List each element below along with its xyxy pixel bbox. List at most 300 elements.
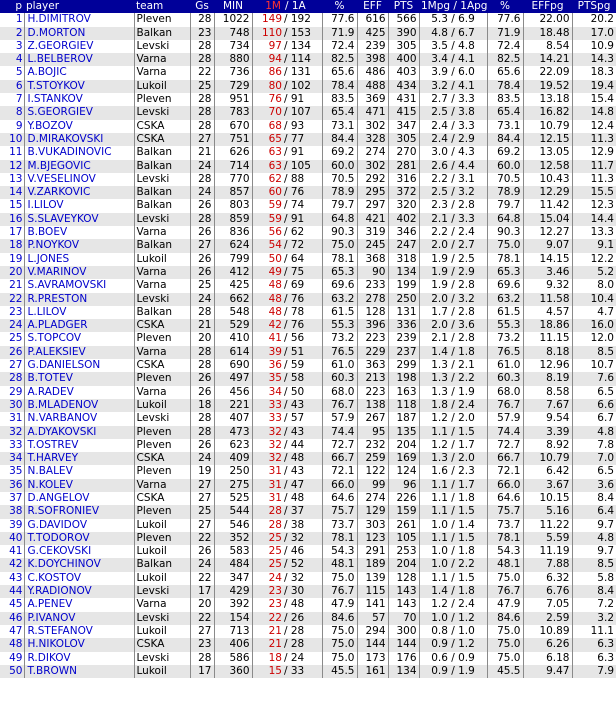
player-link[interactable]: B.BOEV — [24, 226, 134, 239]
table-row — [0, 386, 616, 399]
attempted-cell: / 48 — [283, 598, 322, 611]
mpg-apg-cell — [419, 492, 487, 505]
pts-cell: 270 — [388, 146, 419, 159]
eff-cell: 302 — [357, 120, 388, 133]
pct2-cell: 57.9 — [487, 412, 523, 425]
rank-cell: 45 — [0, 598, 24, 611]
ptspg-cell: 3.6 — [572, 479, 616, 492]
slash-separator: / — [447, 598, 459, 611]
min-cell: 713 — [214, 625, 252, 638]
rank-cell: 12 — [0, 160, 24, 173]
eff-cell: 396 — [357, 319, 388, 332]
player-link[interactable]: Z.GEORGIEV — [24, 40, 134, 53]
player-link[interactable]: H.DIMITROV — [24, 13, 134, 26]
pct2-cell: 61.0 — [487, 359, 523, 372]
player-link[interactable]: P.ALEKSIEV — [24, 346, 134, 359]
pct2-cell: 68.0 — [487, 386, 523, 399]
mpg-apg-cell — [419, 359, 487, 372]
pct2-cell: 73.7 — [487, 519, 523, 532]
rank-cell: 26 — [0, 346, 24, 359]
col-header-min[interactable]: MIN — [214, 0, 252, 13]
ptspg-cell: 4.8 — [572, 532, 616, 545]
attempted-cell: / 58 — [283, 372, 322, 385]
player-link[interactable]: K.DOYCHINOV — [24, 558, 134, 571]
player-link[interactable]: D.MORTON — [24, 27, 134, 40]
made-cell: 33 — [252, 412, 283, 425]
apg-value: 1.9 — [458, 664, 475, 677]
made-cell: 50 — [252, 253, 283, 266]
pct-cell: 76.7 — [322, 399, 357, 412]
player-link[interactable]: S.GEORGIEV — [24, 106, 134, 119]
col-header-eff[interactable]: EFF — [357, 0, 388, 13]
eff-cell: 161 — [357, 665, 388, 678]
min-cell: 583 — [214, 545, 252, 558]
effpg-cell: 9.54 — [523, 412, 572, 425]
player-link[interactable]: N.BALEV — [24, 465, 134, 478]
eff-cell: 90 — [357, 266, 388, 279]
player-link[interactable]: B.VUKADINOVIC — [24, 146, 134, 159]
pts-cell: 415 — [388, 106, 419, 119]
mpg-apg-cell — [419, 652, 487, 665]
gs-cell: 28 — [190, 53, 214, 66]
mpg-apg-cell — [419, 598, 487, 611]
pct-cell: 73.1 — [322, 120, 357, 133]
pct2-cell: 76.7 — [487, 585, 523, 598]
pts-cell: 226 — [388, 492, 419, 505]
team-cell: Varna — [134, 346, 190, 359]
pts-cell: 372 — [388, 186, 419, 199]
mpg-apg-cell — [419, 213, 487, 226]
attempted-cell: / 76 — [283, 319, 322, 332]
slash-separator: / — [447, 345, 459, 358]
player-link[interactable]: S.SLAVEYKOV — [24, 213, 134, 226]
col-header-1a[interactable]: / 1A — [283, 0, 322, 13]
attempted-cell: / 91 — [283, 146, 322, 159]
table-row — [0, 66, 616, 79]
pct-cell: 72.7 — [322, 439, 357, 452]
pts-cell: 400 — [388, 53, 419, 66]
team-cell: CSKA — [134, 120, 190, 133]
player-link[interactable]: A.RADEV — [24, 386, 134, 399]
made-cell: 21 — [252, 638, 283, 651]
slash-separator: / — [447, 398, 459, 411]
made-cell: 110 — [252, 27, 283, 40]
rank-cell: 34 — [0, 452, 24, 465]
player-link[interactable]: I.LILOV — [24, 199, 134, 212]
col-header-p[interactable]: p — [0, 0, 24, 13]
slash-separator: / — [447, 79, 459, 92]
pct-cell: 72.1 — [322, 465, 357, 478]
mpg-value: 1.3 — [431, 385, 448, 398]
pct2-cell: 75.0 — [487, 625, 523, 638]
attempted-cell: / 32 — [283, 532, 322, 545]
slash-separator: / — [447, 26, 459, 39]
mpg-apg-cell — [419, 93, 487, 106]
min-cell: 275 — [214, 479, 252, 492]
pts-cell: 176 — [388, 652, 419, 665]
mpg-apg-cell — [419, 27, 487, 40]
min-cell: 624 — [214, 239, 252, 252]
pct-cell: 55.3 — [322, 319, 357, 332]
min-cell: 407 — [214, 412, 252, 425]
player-link[interactable]: N.VARBANOV — [24, 412, 134, 425]
table-row — [0, 598, 616, 611]
col-header-pct[interactable]: % — [322, 0, 357, 13]
effpg-cell: 5.16 — [523, 505, 572, 518]
mpg-value: 2.6 — [431, 159, 448, 172]
player-link[interactable]: A.DYAKOVSKI — [24, 426, 134, 439]
team-cell: Pleven — [134, 505, 190, 518]
player-link[interactable]: G.DAVIDOV — [24, 519, 134, 532]
effpg-cell: 4.57 — [523, 306, 572, 319]
apg-value: 2.2 — [458, 558, 475, 571]
effpg-cell: 11.58 — [523, 293, 572, 306]
pct-cell: 65.6 — [322, 66, 357, 79]
team-cell: Pleven — [134, 332, 190, 345]
pct2-cell: 63.2 — [487, 293, 523, 306]
player-link[interactable]: P.IVANOV — [24, 612, 134, 625]
eff-cell: 144 — [357, 638, 388, 651]
mpg-apg-cell — [419, 386, 487, 399]
min-cell: 803 — [214, 199, 252, 212]
player-link[interactable]: A.PLADGER — [24, 319, 134, 332]
effpg-cell: 8.92 — [523, 439, 572, 452]
apg-value: 3.8 — [458, 106, 475, 119]
slash-separator: / — [447, 172, 459, 185]
pct2-cell: 64.6 — [487, 492, 523, 505]
apg-value: 2.8 — [458, 305, 475, 318]
slash-separator: / — [447, 545, 459, 558]
rank-cell: 48 — [0, 638, 24, 651]
player-link[interactable]: T.BROWN — [24, 665, 134, 678]
slash-separator: / — [447, 53, 459, 66]
min-cell: 497 — [214, 372, 252, 385]
attempted-cell: / 78 — [283, 306, 322, 319]
mpg-apg-cell — [419, 80, 487, 93]
col-header-pct2[interactable]: % — [487, 0, 523, 13]
made-cell: 59 — [252, 199, 283, 212]
col-header-ptspg[interactable]: PTSpg — [572, 0, 616, 13]
effpg-cell: 8.19 — [523, 372, 572, 385]
stats-body — [0, 13, 616, 678]
eff-cell: 302 — [357, 160, 388, 173]
slash-separator: / — [447, 425, 459, 438]
attempted-cell: / 46 — [283, 545, 322, 558]
attempted-cell: / 72 — [283, 239, 322, 252]
player-link[interactable]: H.NIKOLOV — [24, 638, 134, 651]
player-link[interactable]: R.DIKOV — [24, 652, 134, 665]
player-link[interactable]: V.VESELINOV — [24, 173, 134, 186]
slash-separator: / — [447, 132, 459, 145]
effpg-cell: 16.82 — [523, 106, 572, 119]
effpg-cell: 5.59 — [523, 532, 572, 545]
mpg-value: 1.3 — [431, 359, 448, 372]
pct-cell: 75.0 — [322, 625, 357, 638]
pct-cell: 66.0 — [322, 479, 357, 492]
min-cell: 456 — [214, 386, 252, 399]
table-row — [0, 279, 616, 292]
made-cell: 32 — [252, 439, 283, 452]
mpg-apg-cell — [419, 638, 487, 651]
col-header-effpg[interactable]: EFFpg — [523, 0, 572, 13]
pts-cell: 250 — [388, 293, 419, 306]
pct2-cell: 60.0 — [487, 160, 523, 173]
mpg-value: 1.2 — [431, 598, 448, 611]
made-cell: 33 — [252, 399, 283, 412]
player-link[interactable]: A.PENEV — [24, 598, 134, 611]
mpg-apg-cell — [419, 585, 487, 598]
pct-cell: 75.7 — [322, 505, 357, 518]
col-header-gs[interactable]: Gs — [190, 0, 214, 13]
eff-cell: 245 — [357, 239, 388, 252]
ptspg-cell: 11.1 — [572, 625, 616, 638]
mpg-value: 1.2 — [431, 412, 448, 425]
col-header-pts[interactable]: PTS — [388, 0, 419, 13]
player-link[interactable]: B.TOTEV — [24, 372, 134, 385]
apg-value: 4.1 — [458, 53, 475, 66]
pct-cell: 75.0 — [322, 652, 357, 665]
pct2-cell: 64.8 — [487, 213, 523, 226]
pts-cell: 239 — [388, 332, 419, 345]
player-link[interactable]: L.BELBEROV — [24, 53, 134, 66]
pts-cell: 96 — [388, 479, 419, 492]
gs-cell: 28 — [190, 652, 214, 665]
player-link[interactable]: I.STANKOV — [24, 93, 134, 106]
made-cell: 25 — [252, 558, 283, 571]
player-link[interactable]: D.ANGELOV — [24, 492, 134, 505]
player-link[interactable]: T.HARVEY — [24, 452, 134, 465]
pts-cell: 247 — [388, 239, 419, 252]
col-header-player[interactable]: player — [24, 0, 134, 13]
eff-cell: 368 — [357, 253, 388, 266]
mpg-value: 2.2 — [431, 172, 448, 185]
ptspg-cell: 5.8 — [572, 572, 616, 585]
mpg-apg-cell — [419, 186, 487, 199]
player-link[interactable]: B.MLADENOV — [24, 399, 134, 412]
ptspg-cell: 7.8 — [572, 439, 616, 452]
ptspg-cell: 8.4 — [572, 492, 616, 505]
player-link[interactable]: G.DANIELSON — [24, 359, 134, 372]
rank-cell: 16 — [0, 213, 24, 226]
effpg-cell: 10.79 — [523, 452, 572, 465]
rank-cell: 24 — [0, 319, 24, 332]
pct-cell: 65.4 — [322, 106, 357, 119]
rank-cell: 27 — [0, 359, 24, 372]
apg-value: 2.3 — [458, 465, 475, 478]
eff-cell: 369 — [357, 93, 388, 106]
ptspg-cell: 9.7 — [572, 519, 616, 532]
team-cell: Pleven — [134, 13, 190, 26]
gs-cell: 24 — [190, 452, 214, 465]
slash-separator: / — [447, 585, 459, 598]
team-cell: Lukoil — [134, 80, 190, 93]
mpg-apg-cell — [419, 572, 487, 585]
mpg-value: 2.0 — [431, 292, 448, 305]
table-row — [0, 186, 616, 199]
table-row — [0, 319, 616, 332]
gs-cell: 25 — [190, 80, 214, 93]
player-link[interactable]: S.TOPCOV — [24, 332, 134, 345]
effpg-cell: 6.26 — [523, 638, 572, 651]
ptspg-cell: 5.2 — [572, 266, 616, 279]
rank-cell: 4 — [0, 53, 24, 66]
ptspg-cell: 6.4 — [572, 505, 616, 518]
pct2-cell: 82.5 — [487, 53, 523, 66]
gs-cell: 26 — [190, 266, 214, 279]
team-cell: Levski — [134, 293, 190, 306]
pts-cell: 169 — [388, 452, 419, 465]
made-cell: 86 — [252, 66, 283, 79]
min-cell: 410 — [214, 332, 252, 345]
player-link[interactable]: M.BJEGOVIC — [24, 160, 134, 173]
min-cell: 484 — [214, 558, 252, 571]
player-link[interactable]: R.SOFRONIEV — [24, 505, 134, 518]
table-row — [0, 638, 616, 651]
slash-separator: / — [447, 412, 459, 425]
attempted-cell: / 74 — [283, 199, 322, 212]
attempted-cell: / 51 — [283, 346, 322, 359]
col-header-team[interactable]: team — [134, 0, 190, 13]
min-cell: 412 — [214, 266, 252, 279]
player-link[interactable]: T.OSTREV — [24, 439, 134, 452]
player-link[interactable]: T.TODOROV — [24, 532, 134, 545]
effpg-cell: 12.29 — [523, 186, 572, 199]
ptspg-cell: 12.4 — [572, 120, 616, 133]
pts-cell: 281 — [388, 160, 419, 173]
player-link[interactable]: L.JONES — [24, 253, 134, 266]
team-cell: Varna — [134, 598, 190, 611]
ptspg-cell: 18.3 — [572, 66, 616, 79]
ptspg-cell: 7.2 — [572, 598, 616, 611]
mpg-apg-cell — [419, 106, 487, 119]
mpg-apg-cell — [419, 452, 487, 465]
min-cell: 347 — [214, 572, 252, 585]
pts-cell: 70 — [388, 612, 419, 625]
min-cell: 473 — [214, 426, 252, 439]
slash-separator: / — [447, 66, 459, 79]
table-row — [0, 93, 616, 106]
eff-cell: 471 — [357, 106, 388, 119]
mpg-apg-cell — [419, 558, 487, 571]
player-link[interactable]: R.PRESTON — [24, 293, 134, 306]
player-link[interactable]: Y.BOZOV — [24, 120, 134, 133]
player-link[interactable]: G.CEKOVSKI — [24, 545, 134, 558]
player-link[interactable]: R.STEFANOV — [24, 625, 134, 638]
gs-cell: 28 — [190, 13, 214, 26]
effpg-cell: 10.43 — [523, 173, 572, 186]
attempted-cell: / 32 — [283, 572, 322, 585]
slash-separator: / — [447, 279, 459, 292]
made-cell: 60 — [252, 186, 283, 199]
min-cell: 770 — [214, 173, 252, 186]
player-link[interactable]: S.AVRAMOVSKI — [24, 279, 134, 292]
team-cell: Balkan — [134, 558, 190, 571]
table-row — [0, 332, 616, 345]
player-link[interactable]: N.KOLEV — [24, 479, 134, 492]
table-row — [0, 346, 616, 359]
effpg-cell: 7.67 — [523, 399, 572, 412]
table-row — [0, 492, 616, 505]
team-cell: Balkan — [134, 199, 190, 212]
rank-cell: 46 — [0, 612, 24, 625]
rank-cell: 9 — [0, 120, 24, 133]
team-cell: Varna — [134, 226, 190, 239]
player-link[interactable]: P.NOYKOV — [24, 239, 134, 252]
mpg-apg-cell — [419, 332, 487, 345]
pct2-cell: 90.3 — [487, 226, 523, 239]
player-link[interactable]: L.LILOV — [24, 306, 134, 319]
gs-cell: 18 — [190, 399, 214, 412]
ptspg-cell: 10.7 — [572, 359, 616, 372]
col-header-mpg-apg[interactable]: 1Mpg / 1Apg — [421, 0, 487, 12]
attempted-cell: / 56 — [283, 332, 322, 345]
player-link[interactable]: C.KOSTOV — [24, 572, 134, 585]
min-cell: 429 — [214, 585, 252, 598]
col-header-1m[interactable]: 1M — [252, 0, 283, 13]
rank-cell: 2 — [0, 27, 24, 40]
made-cell: 22 — [252, 612, 283, 625]
team-cell: CSKA — [134, 359, 190, 372]
slash-separator: / — [447, 39, 459, 52]
min-cell: 529 — [214, 319, 252, 332]
mpg-value: 2.1 — [431, 212, 448, 225]
pct-cell: 66.7 — [322, 452, 357, 465]
mpg-apg-cell — [419, 505, 487, 518]
apg-value: 4.3 — [458, 146, 475, 159]
rank-cell: 50 — [0, 665, 24, 678]
pct-cell: 61.5 — [322, 306, 357, 319]
pct-cell: 75.0 — [322, 638, 357, 651]
rank-cell: 18 — [0, 239, 24, 252]
effpg-cell: 22.00 — [523, 13, 572, 26]
pts-cell: 316 — [388, 173, 419, 186]
ptspg-cell: 6.7 — [572, 412, 616, 425]
gs-cell: 26 — [190, 386, 214, 399]
player-link[interactable]: V.MARINOV — [24, 266, 134, 279]
eff-cell: 259 — [357, 452, 388, 465]
pct-cell: 78.9 — [322, 186, 357, 199]
pts-cell: 336 — [388, 319, 419, 332]
apg-value: 3.3 — [458, 119, 475, 132]
table-row — [0, 120, 616, 133]
player-link[interactable]: Y.RADIONOV — [24, 585, 134, 598]
team-cell: Balkan — [134, 160, 190, 173]
mpg-value: 1.1 — [431, 571, 448, 584]
effpg-cell: 10.15 — [523, 492, 572, 505]
min-cell: 352 — [214, 532, 252, 545]
gs-cell: 27 — [190, 133, 214, 146]
mpg-apg-cell — [419, 346, 487, 359]
pct-cell: 78.4 — [322, 80, 357, 93]
effpg-cell: 12.58 — [523, 160, 572, 173]
team-cell: CSKA — [134, 638, 190, 651]
pct2-cell: 65.6 — [487, 66, 523, 79]
eff-cell: 129 — [357, 505, 388, 518]
rank-cell: 25 — [0, 332, 24, 345]
player-link[interactable]: D.MIRAKOVSKI — [24, 133, 134, 146]
player-link[interactable]: A.BOJIC — [24, 66, 134, 79]
pct2-cell: 60.3 — [487, 372, 523, 385]
apg-value: 1.5 — [458, 571, 475, 584]
min-cell: 736 — [214, 66, 252, 79]
player-link[interactable]: T.STOYKOV — [24, 80, 134, 93]
mpg-value: 2.7 — [431, 93, 448, 106]
player-link[interactable]: V.ZARKOVIC — [24, 186, 134, 199]
mpg-value: 1.9 — [431, 265, 448, 278]
mpg-value: 1.9 — [431, 279, 448, 292]
attempted-cell: / 57 — [283, 412, 322, 425]
mpg-value: 2.2 — [431, 226, 448, 239]
